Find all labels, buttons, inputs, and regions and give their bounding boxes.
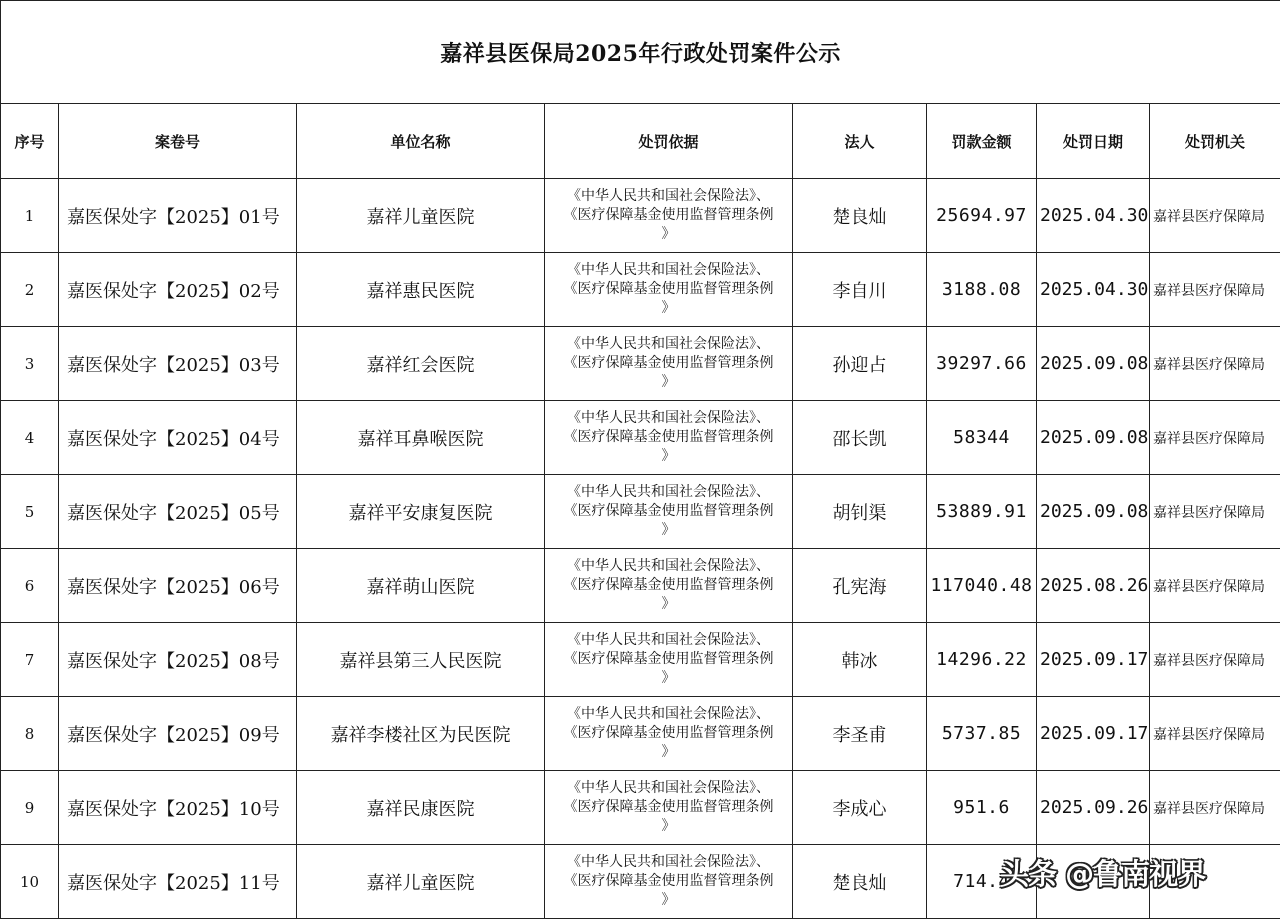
row-case-number: 嘉医保处字【2025】08号 [59, 623, 297, 697]
basis-line-2: 《医疗保障基金使用监督管理条例 [545, 872, 792, 891]
row-penalty-date: 2025.09.26 [1037, 771, 1150, 845]
basis-line-1: 《中华人民共和国社会保险法》、 [545, 187, 792, 206]
row-fine-amount: 117040.48 [927, 549, 1037, 623]
row-case-number: 嘉医保处字【2025】09号 [59, 697, 297, 771]
row-penalty-date: 2025.04.30 [1037, 253, 1150, 327]
basis-line-1: 《中华人民共和国社会保险法》、 [545, 335, 792, 354]
row-fine-amount: 25694.97 [927, 179, 1037, 253]
basis-line-2: 《医疗保障基金使用监督管理条例 [545, 502, 792, 521]
row-penalty-basis [545, 845, 793, 919]
row-case-number: 嘉医保处字【2025】05号 [59, 475, 297, 549]
row-seq: 4 [1, 401, 59, 475]
row-fine-amount: 53889.91 [927, 475, 1037, 549]
row-fine-amount: 951.6 [927, 771, 1037, 845]
page-title: 嘉祥县医保局2025年行政处罚案件公示 [1, 1, 1280, 104]
row-unit-name: 嘉祥李楼社区为民医院 [297, 697, 545, 771]
row-fine-amount: 714.4 [927, 845, 1037, 919]
row-case-number: 嘉医保处字【2025】04号 [59, 401, 297, 475]
row-legal-person: 李成心 [793, 771, 927, 845]
row-case-number: 嘉医保处字【2025】11号 [59, 845, 297, 919]
row-fine-amount: 5737.85 [927, 697, 1037, 771]
row-unit-name: 嘉祥耳鼻喉医院 [297, 401, 545, 475]
basis-line-1: 《中华人民共和国社会保险法》、 [545, 779, 792, 798]
basis-line-1: 《中华人民共和国社会保险法》、 [545, 853, 792, 872]
row-unit-name: 嘉祥县第三人民医院 [297, 623, 545, 697]
table-header-row [1, 104, 1280, 179]
row-penalty-basis [545, 771, 793, 845]
table-row [1, 697, 1280, 771]
row-seq: 6 [1, 549, 59, 623]
row-fine-amount: 14296.22 [927, 623, 1037, 697]
row-legal-person: 邵长凯 [793, 401, 927, 475]
row-seq: 8 [1, 697, 59, 771]
row-case-number: 嘉医保处字【2025】02号 [59, 253, 297, 327]
row-penalty-basis [545, 401, 793, 475]
row-seq: 7 [1, 623, 59, 697]
row-penalty-date: 2025.09.08 [1037, 401, 1150, 475]
row-unit-name: 嘉祥惠民医院 [297, 253, 545, 327]
row-penalty-date: 2025.09.08 [1037, 327, 1150, 401]
table-row [1, 179, 1280, 253]
basis-line-2: 《医疗保障基金使用监督管理条例 [545, 206, 792, 225]
watermark-text: 头条 @鲁南视界 [1000, 852, 1205, 893]
row-penalty-date: 2025.09.08 [1037, 475, 1150, 549]
header-case-number: 案卷号 [59, 104, 297, 179]
row-legal-person: 胡钊渠 [793, 475, 927, 549]
row-seq: 10 [1, 845, 59, 919]
row-case-number: 嘉医保处字【2025】10号 [59, 771, 297, 845]
basis-line-1: 《中华人民共和国社会保险法》、 [545, 631, 792, 650]
row-legal-person: 孙迎占 [793, 327, 927, 401]
basis-line-3: 》 [545, 743, 792, 762]
basis-line-1: 《中华人民共和国社会保险法》、 [545, 409, 792, 428]
row-penalty-date: 2025.08.26 [1037, 549, 1150, 623]
row-fine-amount: 3188.08 [927, 253, 1037, 327]
row-penalty-authority: 嘉祥县医疗保障局 [1150, 401, 1280, 475]
row-penalty-date: 2025.09.17 [1037, 697, 1150, 771]
row-penalty-basis [545, 549, 793, 623]
row-unit-name: 嘉祥民康医院 [297, 771, 545, 845]
row-unit-name: 嘉祥儿童医院 [297, 845, 545, 919]
header-penalty-basis: 处罚依据 [545, 104, 793, 179]
row-case-number: 嘉医保处字【2025】01号 [59, 179, 297, 253]
table-row [1, 253, 1280, 327]
table-row [1, 623, 1280, 697]
row-penalty-basis [545, 327, 793, 401]
row-seq: 5 [1, 475, 59, 549]
basis-line-1: 《中华人民共和国社会保险法》、 [545, 705, 792, 724]
basis-line-3: 》 [545, 299, 792, 318]
basis-line-3: 》 [545, 891, 792, 910]
row-penalty-basis [545, 179, 793, 253]
table-row [1, 475, 1280, 549]
basis-line-1: 《中华人民共和国社会保险法》、 [545, 557, 792, 576]
basis-line-1: 《中华人民共和国社会保险法》、 [545, 261, 792, 280]
row-unit-name: 嘉祥儿童医院 [297, 179, 545, 253]
row-penalty-authority: 嘉祥县医疗保障局 [1150, 697, 1280, 771]
row-penalty-authority: 嘉祥县医疗保障局 [1150, 475, 1280, 549]
row-penalty-authority: 嘉祥县医疗保障局 [1150, 623, 1280, 697]
row-legal-person: 楚良灿 [793, 845, 927, 919]
row-seq: 3 [1, 327, 59, 401]
header-fine-amount: 罚款金额 [927, 104, 1037, 179]
table-row [1, 549, 1280, 623]
table-row [1, 401, 1280, 475]
basis-line-1: 《中华人民共和国社会保险法》、 [545, 483, 792, 502]
basis-line-2: 《医疗保障基金使用监督管理条例 [545, 798, 792, 817]
basis-line-2: 《医疗保障基金使用监督管理条例 [545, 650, 792, 669]
row-penalty-basis [545, 475, 793, 549]
row-unit-name: 嘉祥红会医院 [297, 327, 545, 401]
basis-line-2: 《医疗保障基金使用监督管理条例 [545, 428, 792, 447]
header-seq: 序号 [1, 104, 59, 179]
row-fine-amount: 39297.66 [927, 327, 1037, 401]
table-row [1, 771, 1280, 845]
row-legal-person: 李自川 [793, 253, 927, 327]
basis-line-2: 《医疗保障基金使用监督管理条例 [545, 724, 792, 743]
row-legal-person: 李圣甫 [793, 697, 927, 771]
row-legal-person: 孔宪海 [793, 549, 927, 623]
row-penalty-authority: 嘉祥县医疗保障局 [1150, 253, 1280, 327]
row-seq: 1 [1, 179, 59, 253]
basis-line-2: 《医疗保障基金使用监督管理条例 [545, 354, 792, 373]
basis-line-2: 《医疗保障基金使用监督管理条例 [545, 280, 792, 299]
header-unit-name: 单位名称 [297, 104, 545, 179]
row-seq: 9 [1, 771, 59, 845]
basis-line-3: 》 [545, 447, 792, 466]
row-seq: 2 [1, 253, 59, 327]
basis-line-3: 》 [545, 669, 792, 688]
basis-line-3: 》 [545, 225, 792, 244]
row-penalty-authority: 嘉祥县医疗保障局 [1150, 771, 1280, 845]
row-penalty-basis [545, 253, 793, 327]
row-case-number: 嘉医保处字【2025】03号 [59, 327, 297, 401]
row-penalty-date: 2025.09.17 [1037, 623, 1150, 697]
row-penalty-date: 2025.04.30 [1037, 179, 1150, 253]
row-legal-person: 韩冰 [793, 623, 927, 697]
header-penalty-date: 处罚日期 [1037, 104, 1150, 179]
row-penalty-basis [545, 623, 793, 697]
basis-line-2: 《医疗保障基金使用监督管理条例 [545, 576, 792, 595]
basis-line-3: 》 [545, 817, 792, 836]
table-row [1, 327, 1280, 401]
row-case-number: 嘉医保处字【2025】06号 [59, 549, 297, 623]
row-penalty-authority: 嘉祥县医疗保障局 [1150, 327, 1280, 401]
row-penalty-authority: 嘉祥县医疗保障局 [1150, 549, 1280, 623]
basis-line-3: 》 [545, 595, 792, 614]
header-legal-person: 法人 [793, 104, 927, 179]
header-penalty-authority: 处罚机关 [1150, 104, 1280, 179]
row-unit-name: 嘉祥萌山医院 [297, 549, 545, 623]
row-penalty-basis [545, 697, 793, 771]
row-penalty-authority: 嘉祥县医疗保障局 [1150, 179, 1280, 253]
basis-line-3: 》 [545, 521, 792, 540]
row-fine-amount: 58344 [927, 401, 1037, 475]
row-legal-person: 楚良灿 [793, 179, 927, 253]
row-unit-name: 嘉祥平安康复医院 [297, 475, 545, 549]
basis-line-3: 》 [545, 373, 792, 392]
